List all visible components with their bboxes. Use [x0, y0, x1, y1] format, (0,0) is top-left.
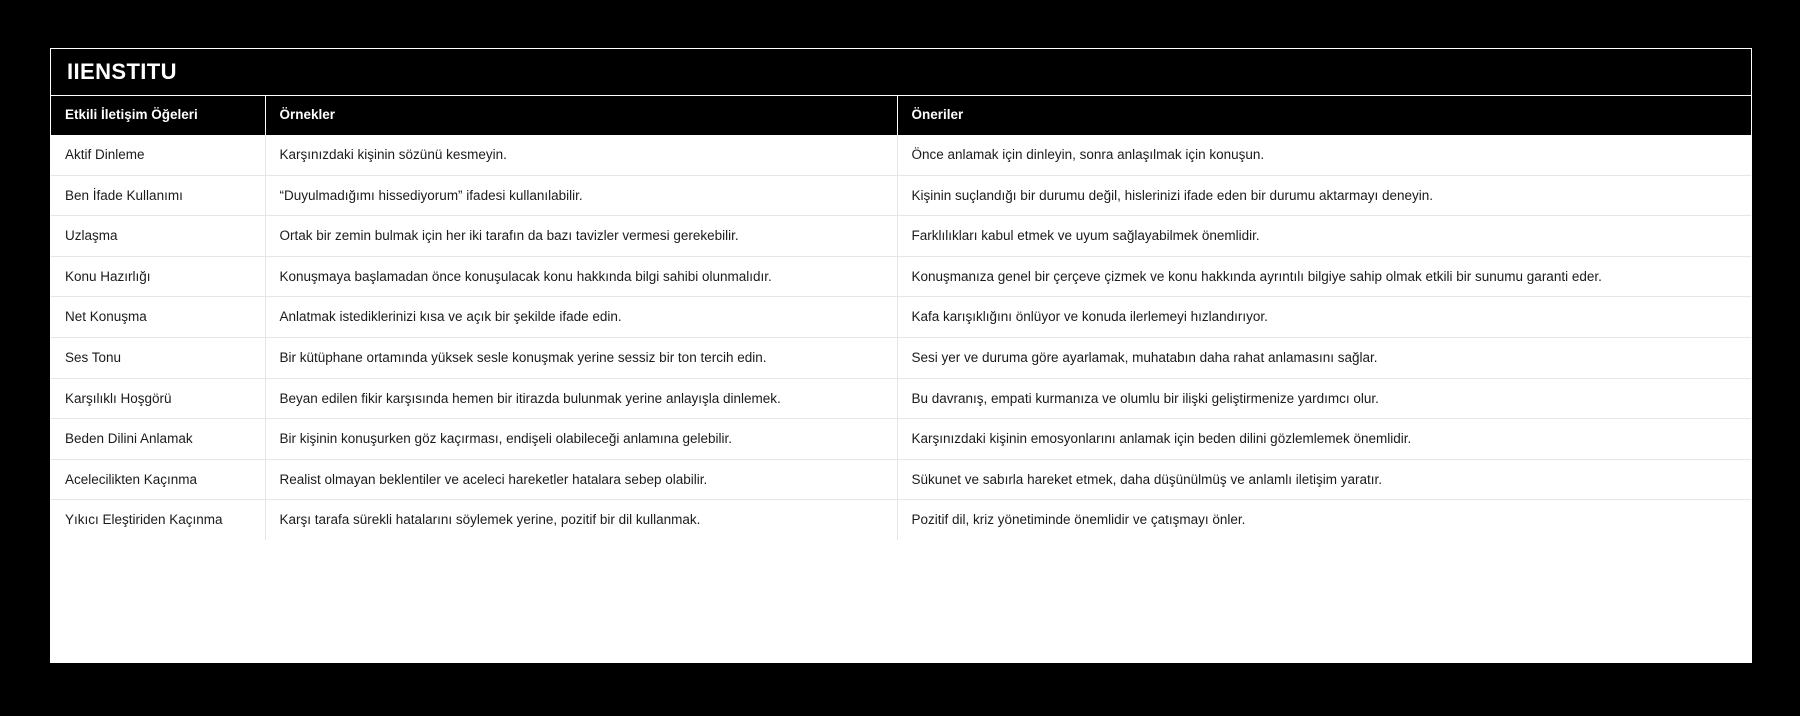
table-row — [51, 338, 1751, 379]
cell-example: Anlatmak istediklerinizi kısa ve açık bir şekilde ifade edin. — [265, 297, 897, 338]
cell-example: Karşınızdaki kişinin sözünü kesmeyin. — [265, 135, 897, 175]
cell-topic: Karşılıklı Hoşgörü — [51, 378, 265, 419]
cell-topic: Net Konuşma — [51, 297, 265, 338]
brand-logo: IIENSTITU — [67, 59, 177, 84]
cell-topic: Uzlaşma — [51, 216, 265, 257]
cell-suggestion: Farklılıkları kabul etmek ve uyum sağlayabilmek önemlidir. — [897, 216, 1751, 257]
table-row — [51, 419, 1751, 460]
cell-topic: Aktif Dinleme — [51, 135, 265, 175]
cell-suggestion: Karşınızdaki kişinin emosyonlarını anlamak için beden dilini gözlemlemek önemlidir. — [897, 419, 1751, 460]
cell-topic: Beden Dilini Anlamak — [51, 419, 265, 460]
table-header — [51, 96, 1751, 135]
table-row — [51, 500, 1751, 540]
cell-suggestion: Önce anlamak için dinleyin, sonra anlaşılmak için konuşun. — [897, 135, 1751, 175]
table-row — [51, 256, 1751, 297]
cell-topic: Konu Hazırlığı — [51, 256, 265, 297]
table-row — [51, 297, 1751, 338]
cell-suggestion: Kişinin suçlandığı bir durumu değil, hislerinizi ifade eden bir durumu aktarmayı deneyin. — [897, 175, 1751, 216]
table-row — [51, 378, 1751, 419]
cell-topic: Yıkıcı Eleştiriden Kaçınma — [51, 500, 265, 540]
cell-suggestion: Pozitif dil, kriz yönetiminde önemlidir ve çatışmayı önler. — [897, 500, 1751, 540]
communication-elements-table — [51, 96, 1751, 540]
table-row — [51, 459, 1751, 500]
brand-bar — [51, 49, 1751, 96]
info-table-card — [50, 48, 1752, 663]
column-header-examples: Örnekler — [265, 96, 897, 135]
table-row — [51, 175, 1751, 216]
cell-suggestion: Sükunet ve sabırla hareket etmek, daha düşünülmüş ve anlamlı iletişim yaratır. — [897, 459, 1751, 500]
cell-suggestion: Konuşmanıza genel bir çerçeve çizmek ve konu hakkında ayrıntılı bilgiye sahip olmak etkili bir sunumu garanti eder. — [897, 256, 1751, 297]
cell-suggestion: Kafa karışıklığını önlüyor ve konuda ilerlemeyi hızlandırıyor. — [897, 297, 1751, 338]
table-body — [51, 135, 1751, 540]
cell-suggestion: Bu davranış, empati kurmanıza ve olumlu bir ilişki geliştirmenize yardımcı olur. — [897, 378, 1751, 419]
column-header-suggestions: Öneriler — [897, 96, 1751, 135]
cell-topic: Ben İfade Kullanımı — [51, 175, 265, 216]
cell-example: Bir kütüphane ortamında yüksek sesle konuşmak yerine sessiz bir ton tercih edin. — [265, 338, 897, 379]
table-header-row — [51, 96, 1751, 135]
cell-suggestion: Sesi yer ve duruma göre ayarlamak, muhatabın daha rahat anlamasını sağlar. — [897, 338, 1751, 379]
cell-example: Realist olmayan beklentiler ve aceleci hareketler hatalara sebep olabilir. — [265, 459, 897, 500]
table-scroll-region — [51, 96, 1751, 662]
table-row — [51, 216, 1751, 257]
cell-example: Konuşmaya başlamadan önce konuşulacak konu hakkında bilgi sahibi olunmalıdır. — [265, 256, 897, 297]
cell-example: Ortak bir zemin bulmak için her iki tarafın da bazı tavizler vermesi gerekebilir. — [265, 216, 897, 257]
column-header-topics: Etkili İletişim Öğeleri — [51, 96, 265, 135]
cell-example: Beyan edilen fikir karşısında hemen bir itirazda bulunmak yerine anlayışla dinlemek. — [265, 378, 897, 419]
cell-topic: Ses Tonu — [51, 338, 265, 379]
cell-example: Bir kişinin konuşurken göz kaçırması, endişeli olabileceği anlamına gelebilir. — [265, 419, 897, 460]
cell-example: Karşı tarafa sürekli hatalarını söylemek yerine, pozitif bir dil kullanmak. — [265, 500, 897, 540]
cell-topic: Acelecilikten Kaçınma — [51, 459, 265, 500]
cell-example: “Duyulmadığımı hissediyorum” ifadesi kullanılabilir. — [265, 175, 897, 216]
table-row — [51, 135, 1751, 175]
